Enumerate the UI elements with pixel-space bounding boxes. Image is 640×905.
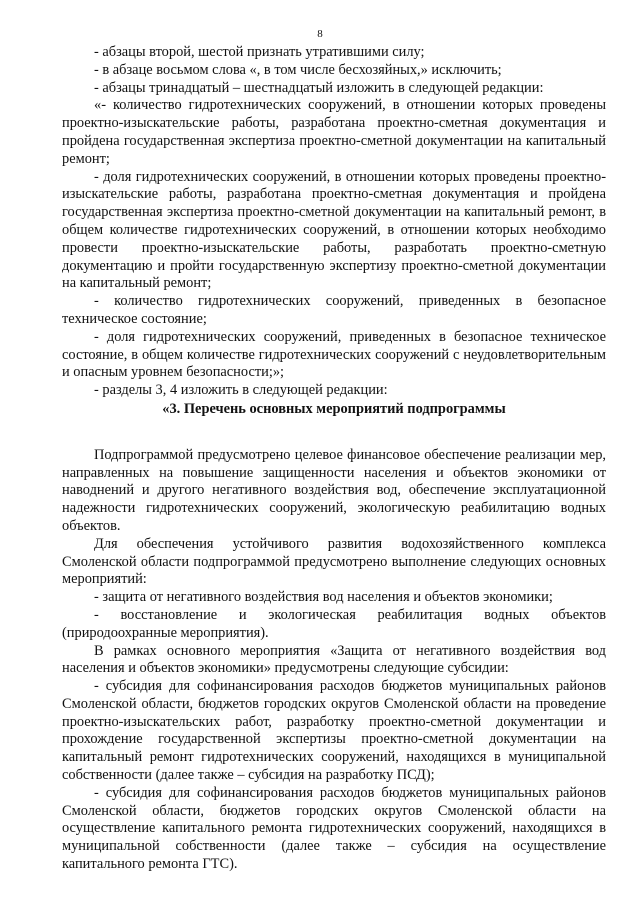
body-paragraph: - субсидия для софинансирования расходов бюджетов муниципальных районов Смоленской области, бюджетов городских округов Смоленской области на осуществление капитального ремонта гидротехнических сооружений, находящихся в муниципальной собственности (далее также – субсидия на осуществление капитального ремонта ГТС). [62,784,606,873]
body-paragraph: - защита от негативного воздействия вод населения и объектов экономики; [94,589,553,606]
body-paragraph: Для обеспечения устойчивого развития водохозяйственного комплекса Смоленской области подпрограммой предусмотрено выполнение следующих основных мероприятий: [62,535,606,588]
body-paragraph: - субсидия для софинансирования расходов бюджетов муниципальных районов Смоленской области, бюджетов городских округов Смоленской области на проведение проектно-изыскательских работ, разработку проектно-сметной документации и прохождение государственной экспертизы проектно-сметной документации на капитальный ремонт гидротехнических сооружений, находящихся в муниципальной собственности (далее также – субсидия на разработку ПСД); [62,678,606,784]
amendment-paragraph: - в абзаце восьмом слова «, в том числе бесхозяйных,» исключить; [94,61,502,78]
amendment-paragraph: - абзацы тринадцатый – шестнадцатый изложить в следующей редакции: [94,79,544,96]
amendment-paragraph: - доля гидротехнических сооружений, приведенных в безопасное техническое состояние, в общем количестве гидротехнических сооружений с неудовлетворительным и опасным уровнем безопасности;»; [62,328,606,381]
page-number: 8 [317,28,323,40]
amendment-paragraph: - количество гидротехнических сооружений, приведенных в безопасное техническое состояние; [62,293,606,327]
amendment-paragraph: - абзацы второй, шестой признать утратившими силу; [94,44,425,60]
body-paragraph: В рамках основного мероприятия «Защита от негативного воздействия вод населения и объектов экономики» предусмотрены следующие субсидии: [62,642,606,677]
amendment-paragraph: - разделы 3, 4 изложить в следующей редакции: [94,382,388,399]
amendment-paragraph: «- количество гидротехнических сооружений, в отношении которых проведены проектно-изыскательские работы, разработана проектно-сметная документация и пройдена государственная экспертиза проектно-сметной документации на капитальный ремонт; [62,97,606,167]
body-paragraph: Подпрограммой предусмотрено целевое финансовое обеспечение реализации мер, направленных на повышение защищенности населения и объектов экономики от наводнений и другого негативного воздействия вод, обеспечение эксплуатационной надежности гидротехнических сооружений, экологическую реабилитацию водных объектов. [62,446,606,534]
document-body [62,44,606,874]
amendment-paragraph: - доля гидротехнических сооружений, в отношении которых проведены проектно-изыскательские работы, разработана проектно-сметная документация и пройдена государственная экспертиза проектно-сметной документации на капитальный ремонт, в общем количестве гидротехнических сооружений, в отношении которых необходимо провести проектно-изыскательские работы, разработать проектно-сметную документацию и пройти государственную экспертизу проектно-сметной документации на капитальный ремонт; [62,168,606,292]
section-heading: «3. Перечень основных мероприятий подпрограммы [162,400,506,417]
body-paragraph: - восстановление и экологическая реабилитация водных объектов (природоохранные мероприятия). [62,606,606,641]
